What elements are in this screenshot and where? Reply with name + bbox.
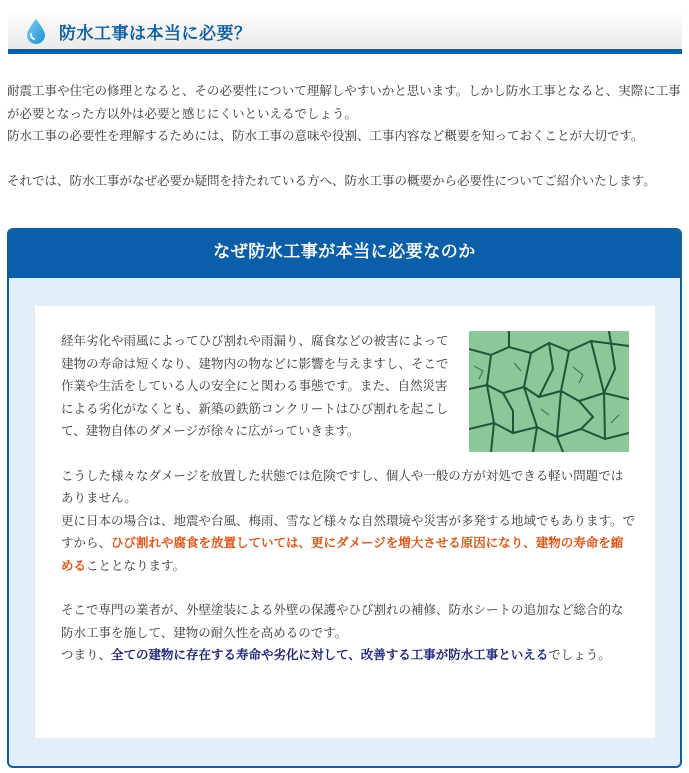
intro-paragraph: 耐震工事や住宅の修理となると、その必要性について理解しやすいかと思います。しかし防水工事となると、実際に工事が必要となった方以外は必要と感じにくいといえるでしょう。 <box>7 83 681 121</box>
page-title: 防水工事は本当に必要？ <box>59 24 252 44</box>
body-span: つまり、 <box>61 647 112 662</box>
body-paragraph: こうした様々なダメージを放置した状態では危険ですし、個人や一般の方が対処できる軽い問題ではありません。 <box>61 467 624 505</box>
section-heading <box>8 10 682 54</box>
water-drop-icon <box>25 18 47 44</box>
highlight-navy: 全ての建物に存在する寿命や劣化に対して、改善する工事が防水工事といえる <box>111 647 549 662</box>
body-span: でしょう。 <box>548 647 611 662</box>
body-paragraph <box>61 644 635 667</box>
info-box <box>7 228 682 768</box>
highlight-orange: ひび割れや腐食を放置していては、更にダメージを増大させる原因になり、建物の寿命を縮める <box>61 535 624 573</box>
body-paragraph: 経年劣化や雨風によってひび割れや雨漏り、腐食などの被害によって建物の寿命は短くなり、建物内の物などに影響を与えますし、そこで作業や生活をしている人の安全にと関わる事態です。また、自然災害による劣化がなくとも、新築の鉄筋コンクリートはひび割れを起こして、建物自体のダメージが徐々に広がっていきます。 <box>61 333 449 438</box>
info-box-title: なぜ防水工事が本当に必要なのか <box>9 230 680 278</box>
body-span: こととなります。 <box>86 557 186 573</box>
body-span: 更に日本の場合は、地震や台風、梅雨、雪など様々な自然環境や災害が多発する地域でもあります。ですから、 <box>61 512 636 550</box>
content-panel <box>35 306 655 738</box>
intro-paragraph: それでは、防水工事がなぜ必要か疑問を持たれている方へ、防水工事の概要から必要性についてご紹介いたします。 <box>7 172 656 188</box>
intro-paragraph: 防水工事の必要性を理解するためには、防水工事の意味や役割、工事内容など概要を知っておくことが大切です。 <box>7 128 644 143</box>
body-paragraph: そこで専門の業者が、外壁塗装による外壁の保護やひび割れの補修、防水シートの追加など総合的な防水工事を施して、建物の耐久性を高めるのです。 <box>61 602 624 640</box>
intro-text <box>7 80 683 192</box>
body-paragraph <box>61 510 635 578</box>
body-text <box>61 330 635 667</box>
